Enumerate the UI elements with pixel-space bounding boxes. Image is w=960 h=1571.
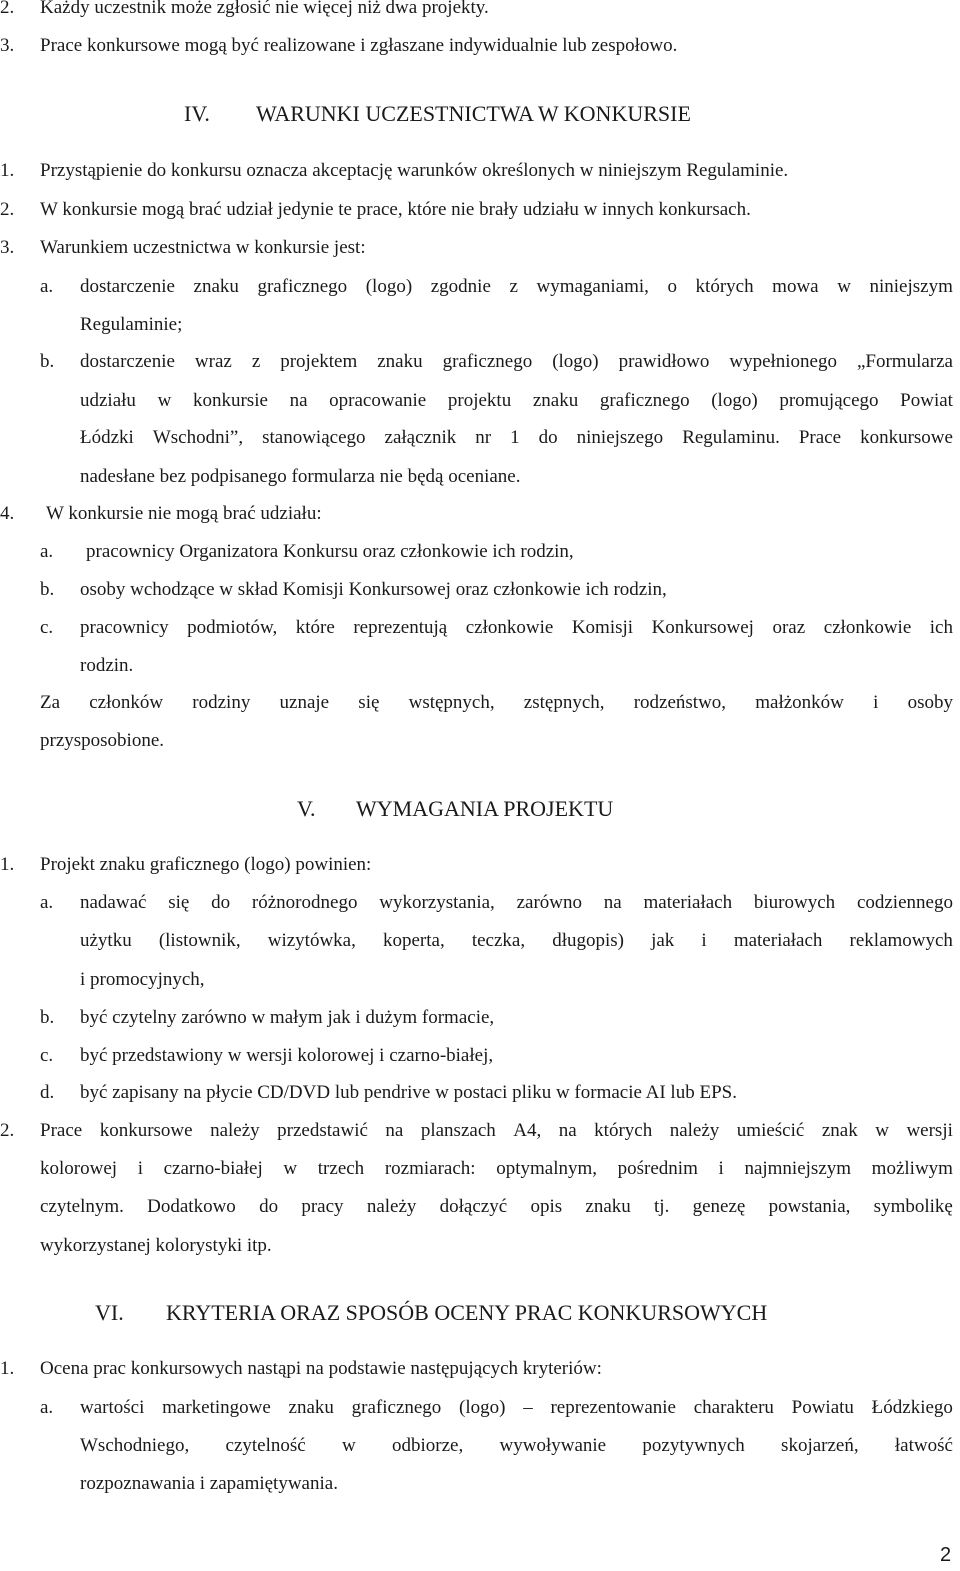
list-item-text: nadesłane bez podpisanego formularza nie będą oceniane. (80, 466, 521, 487)
justified-line: Łódzki Wschodni”, stanowiącego załącznik nr 1 do niniejszego Regulaminu. Prace konkursowe (80, 427, 953, 448)
list-item-text: Warunkiem uczestnictwa w konkursie jest: (40, 237, 366, 258)
justified-line: wartości marketingowe znaku graficznego (logo) – reprezentowanie charakteru Powiatu Łódzkiego (80, 1397, 953, 1418)
list-number: 1. (0, 1358, 15, 1379)
list-item-text: W konkursie mogą brać udział jedynie te prace, które nie brały udziału w innych konkursach. (40, 199, 751, 220)
list-number: 4. (0, 503, 15, 524)
justified-line: dostarczenie znaku graficznego (logo) zgodnie z wymaganiami, o których mowa w niniejszym (80, 276, 953, 297)
page-number: 2 (940, 1544, 952, 1566)
list-item-text: być zapisany na płycie CD/DVD lub pendrive w postaci pliku w formacie AI lub EPS. (80, 1082, 737, 1103)
list-item-text: Każdy uczestnik może zgłosić nie więcej niż dwa projekty. (40, 0, 489, 18)
list-number: 2. (0, 0, 15, 18)
list-letter: d. (40, 1082, 55, 1103)
list-letter: c. (40, 617, 54, 638)
section-heading: KRYTERIA ORAZ SPOSÓB OCENY PRAC KONKURSOWYCH (166, 1300, 768, 1325)
list-letter: a. (40, 1397, 54, 1418)
list-item-text: pracownicy Organizatora Konkursu oraz członkowie ich rodzin, (86, 541, 574, 562)
justified-line: Za członków rodziny uznaje się wstępnych, zstępnych, rodzeństwo, małżonków i osoby (40, 692, 953, 713)
justified-line: udziału w konkursie na opracowanie projektu znaku graficznego (logo) promującego Powiat (80, 390, 953, 411)
list-item-text: Przystąpienie do konkursu oznacza akceptację warunków określonych w niniejszym Regulaminie. (40, 160, 789, 181)
list-item-text: być przedstawiony w wersji kolorowej i czarno-białej, (80, 1045, 494, 1066)
justified-line: czytelnym. Dodatkowo do pracy należy dołączyć opis znaku tj. genezę powstania, symbolikę (40, 1196, 953, 1217)
justified-line: Prace konkursowe należy przedstawić na planszach A4, na których należy umieścić znak w wersji (40, 1120, 953, 1141)
list-item-text: W konkursie nie mogą brać udziału: (46, 503, 322, 524)
list-number: 2. (0, 199, 15, 220)
list-item-text: Regulaminie; (80, 314, 183, 335)
justified-line: Wschodniego, czytelność w odbiorze, wywoływanie pozytywnych skojarzeń, łatwość (80, 1435, 953, 1456)
list-letter: a. (40, 276, 54, 297)
justified-line: użytku (listownik, wizytówka, koperta, teczka, długopis) jak i materiałach reklamowych (80, 930, 953, 951)
list-letter: b. (40, 1007, 55, 1028)
section-number: VI. (95, 1300, 124, 1325)
section-number: IV. (184, 101, 210, 126)
list-letter: b. (40, 579, 55, 600)
paragraph-text: przysposobione. (40, 730, 165, 751)
list-item-text: być czytelny zarówno w małym jak i dużym formacie, (80, 1007, 495, 1028)
list-number: 2. (0, 1120, 15, 1141)
list-item-text: Prace konkursowe mogą być realizowane i zgłaszane indywidualnie lub zespołowo. (40, 35, 678, 56)
section-heading: WYMAGANIA PROJEKTU (356, 796, 614, 821)
list-number: 3. (0, 35, 15, 56)
list-item-text: rozpoznawania i zapamiętywania. (80, 1473, 338, 1494)
justified-line: nadawać się do różnorodnego wykorzystania, zarówno na materiałach biurowych codziennego (80, 892, 953, 913)
list-number: 1. (0, 854, 15, 875)
justified-line: dostarczenie wraz z projektem znaku graficznego (logo) prawidłowo wypełnionego „Formularza (80, 351, 953, 372)
list-item-text: wykorzystanej kolorystyki itp. (40, 1235, 272, 1256)
justified-line: kolorowej i czarno-białej w trzech rozmiarach: optymalnym, pośrednim i najmniejszym możliwym (40, 1158, 953, 1179)
list-item-text: Ocena prac konkursowych nastąpi na podstawie następujących kryteriów: (40, 1358, 602, 1379)
list-letter: a. (40, 892, 54, 913)
justified-line: pracownicy podmiotów, które reprezentują członkowie Komisji Konkursowej oraz członkowie ich (80, 617, 953, 638)
list-item-text: Projekt znaku graficznego (logo) powinien: (40, 854, 372, 875)
list-item-text: rodzin. (80, 655, 134, 676)
list-item-text: osoby wchodzące w skład Komisji Konkursowej oraz członkowie ich rodzin, (80, 579, 667, 600)
list-number: 3. (0, 237, 15, 258)
list-letter: a. (40, 541, 54, 562)
section-number: V. (297, 796, 316, 821)
list-item-text: i promocyjnych, (80, 969, 205, 990)
section-heading: WARUNKI UCZESTNICTWA W KONKURSIE (256, 101, 691, 126)
list-letter: b. (40, 351, 55, 372)
list-letter: c. (40, 1045, 54, 1066)
list-number: 1. (0, 160, 15, 181)
